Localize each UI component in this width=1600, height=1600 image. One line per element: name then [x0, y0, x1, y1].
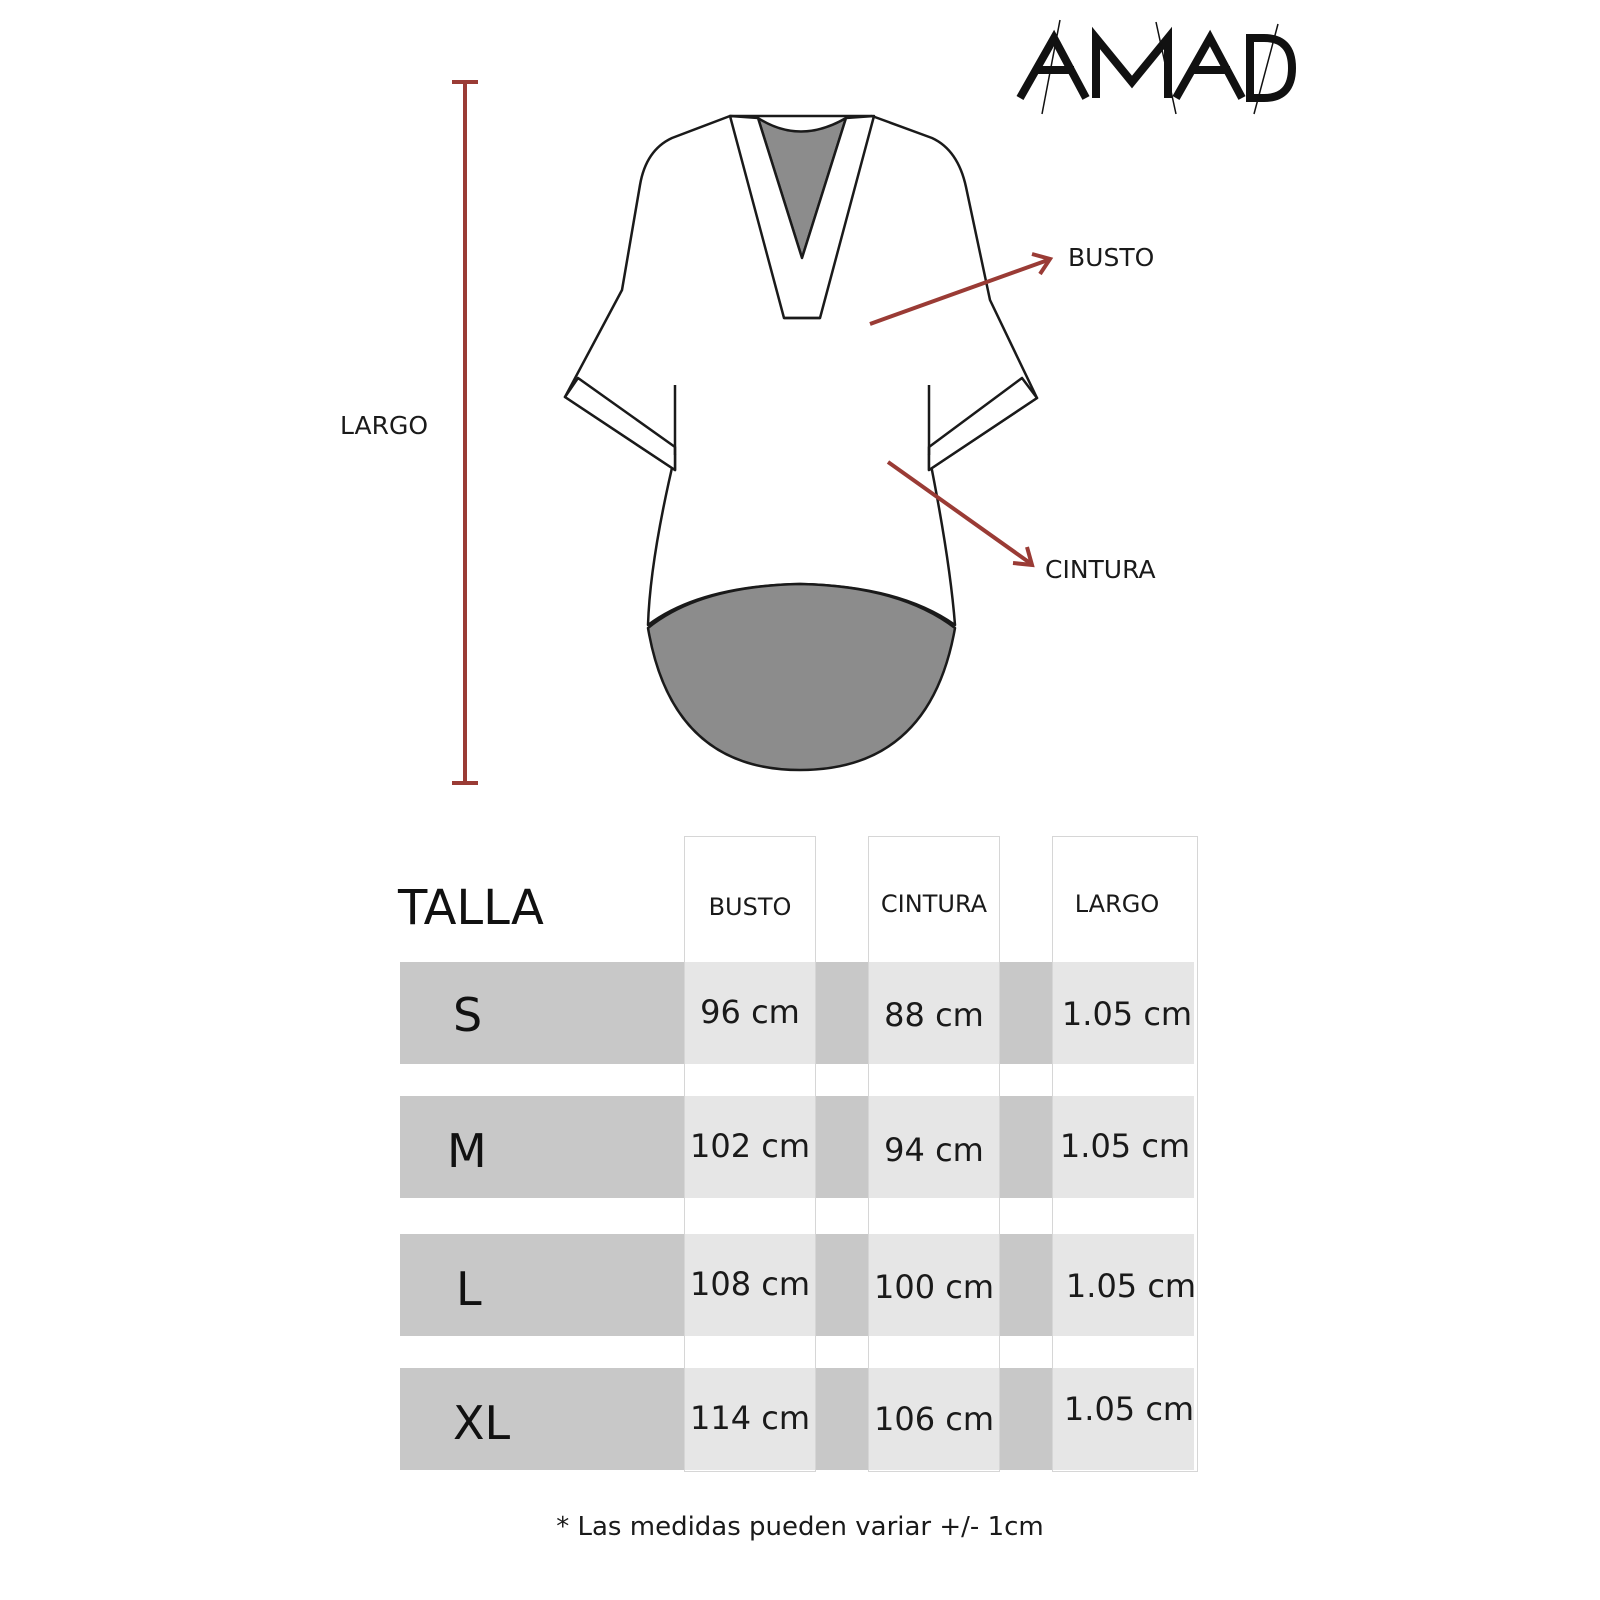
busto-s: 96 cm	[700, 993, 800, 1031]
hem-shade	[648, 584, 955, 770]
cintura-xl: 106 cm	[873, 1400, 994, 1438]
table-title: TALLA	[398, 880, 544, 936]
busto-m: 102 cm	[689, 1127, 810, 1165]
largo-measure-line	[452, 82, 478, 783]
cintura-l: 100 cm	[873, 1268, 994, 1306]
garment-outline	[565, 116, 1037, 770]
cintura-s: 88 cm	[884, 996, 984, 1034]
size-m: M	[447, 1124, 487, 1178]
largo-label: LARGO	[340, 411, 429, 440]
busto-xl: 114 cm	[689, 1399, 810, 1437]
cintura-label: CINTURA	[1045, 555, 1156, 584]
cintura-m: 94 cm	[884, 1131, 984, 1169]
header-busto: BUSTO	[708, 893, 792, 921]
measurement-footnote: * Las medidas pueden variar +/- 1cm	[556, 1512, 1044, 1542]
largo-s: 1.05 cm	[1061, 995, 1193, 1033]
size-l: L	[456, 1262, 482, 1316]
size-xl: XL	[453, 1396, 511, 1450]
largo-xl: 1.05 cm	[1063, 1390, 1195, 1428]
busto-l: 108 cm	[689, 1265, 810, 1303]
size-s: S	[453, 988, 483, 1042]
busto-label: BUSTO	[1068, 243, 1155, 272]
largo-m: 1.05 cm	[1059, 1127, 1191, 1165]
header-largo: LARGO	[1074, 890, 1160, 918]
header-cintura: CINTURA	[880, 890, 988, 918]
largo-l: 1.05 cm	[1065, 1267, 1197, 1305]
